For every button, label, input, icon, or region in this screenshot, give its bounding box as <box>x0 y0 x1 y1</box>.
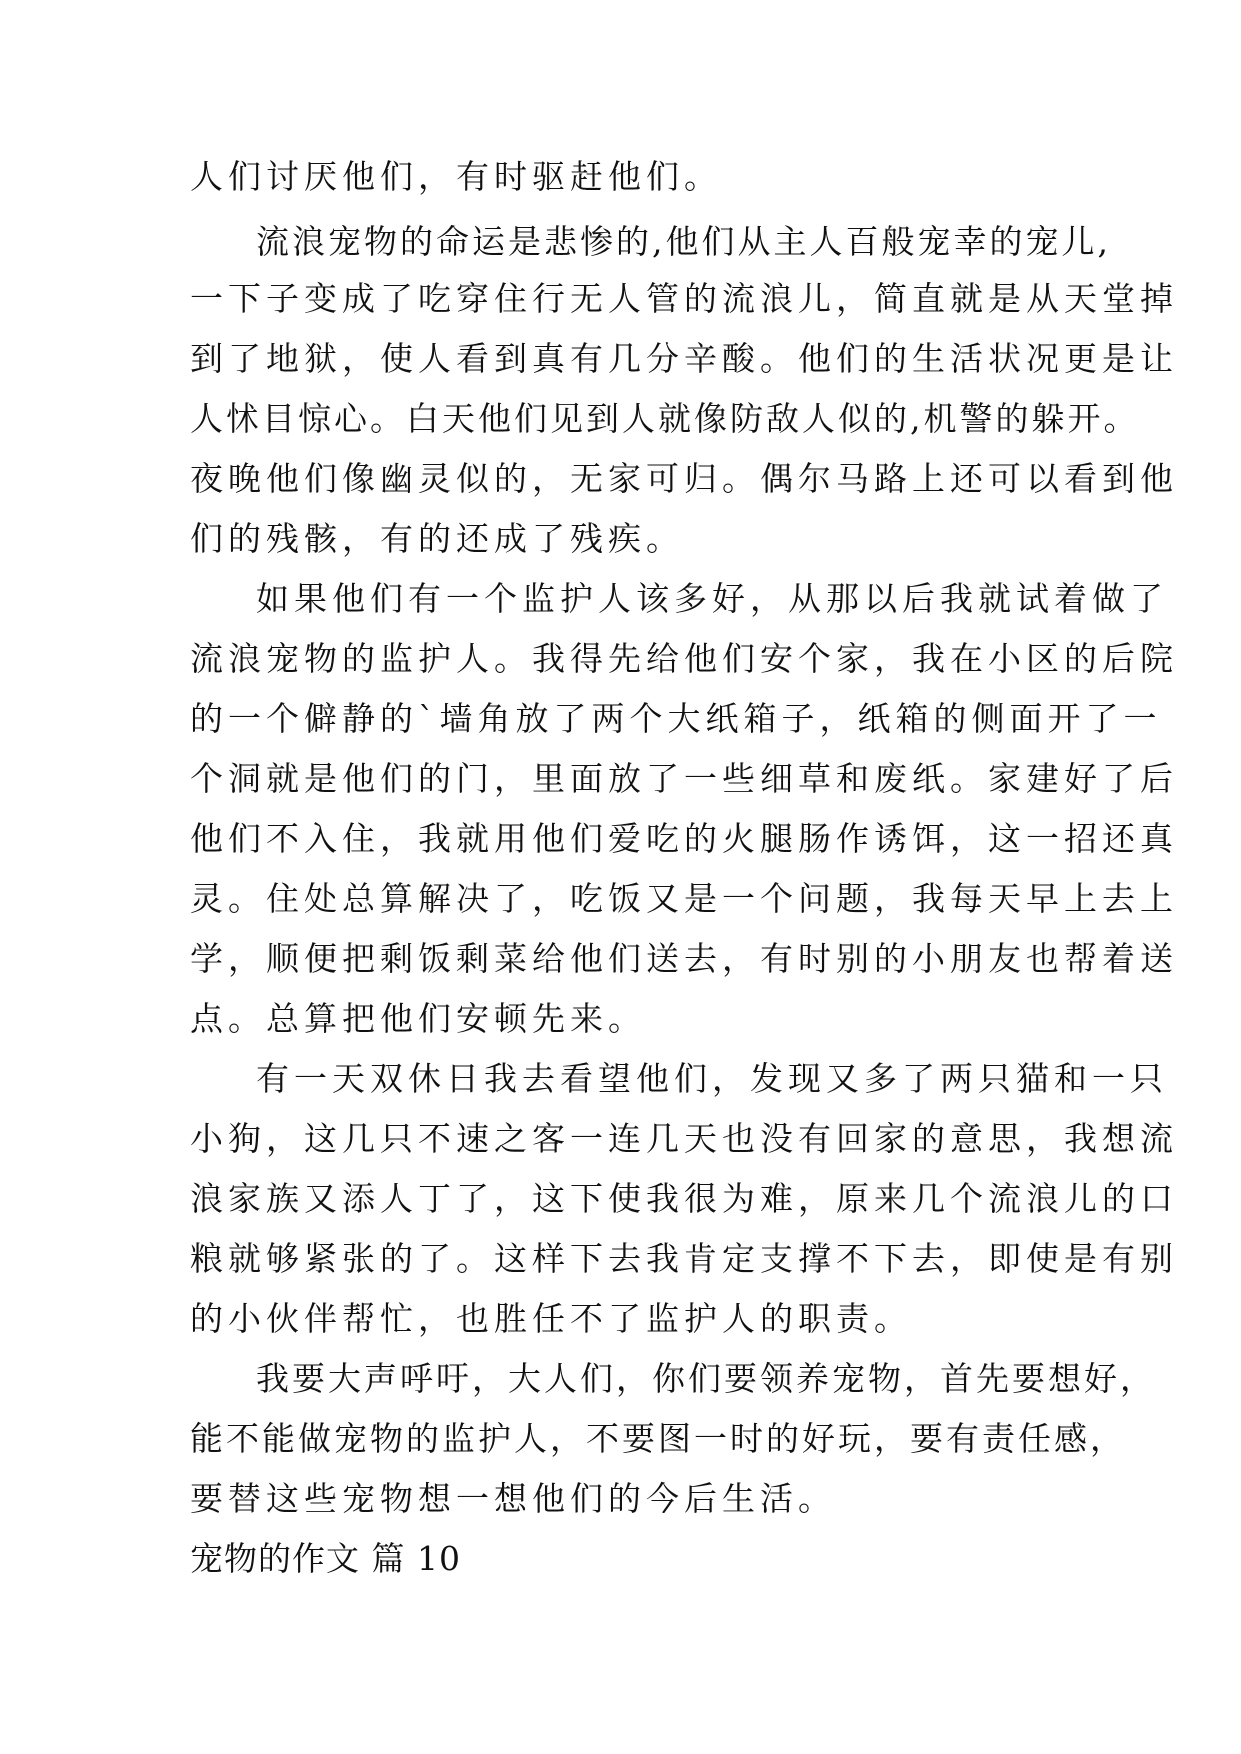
text-line: 点。总算把他们安顿先来。 <box>190 999 646 1038</box>
text-line: 流浪宠物的命运是悲惨的,他们从主人百般宠幸的宠儿, <box>256 222 1111 261</box>
text-line: 能不能做宠物的监护人，不要图一时的好玩，要有责任感， <box>190 1419 1126 1458</box>
text-line: 到了地狱，使人看到真有几分辛酸。他们的生活状况更是让 <box>190 339 1178 378</box>
text-line: 个洞就是他们的门，里面放了一些细草和废纸。家建好了后 <box>190 759 1178 798</box>
text-line: 人们讨厌他们，有时驱赶他们。 <box>190 157 722 196</box>
text-line: 夜晚他们像幽灵似的，无家可归。偶尔马路上还可以看到他 <box>190 459 1178 498</box>
text-line: 灵。住处总算解决了，吃饭又是一个问题，我每天早上去上 <box>190 879 1178 918</box>
text-line: 一下子变成了吃穿住行无人管的流浪儿，简直就是从天堂掉 <box>190 279 1178 318</box>
text-line: 我要大声呼吁，大人们，你们要领养宠物，首先要想好， <box>256 1359 1156 1398</box>
text-line: 小狗，这几只不速之客一连几天也没有回家的意思，我想流 <box>190 1119 1178 1158</box>
text-line: 流浪宠物的监护人。我得先给他们安个家，我在小区的后院 <box>190 639 1178 678</box>
text-line: 学，顺便把剩饭剩菜给他们送去，有时别的小朋友也帮着送 <box>190 939 1178 978</box>
text-line: 人怵目惊心。白天他们见到人就像防敌人似的,机警的躲开。 <box>190 399 1140 438</box>
section-heading: 宠物的作文 篇 10 <box>190 1539 461 1578</box>
text-line: 粮就够紧张的了。这样下去我肯定支撑不下去，即使是有别 <box>190 1239 1178 1278</box>
text-line: 要替这些宠物想一想他们的今后生活。 <box>190 1479 836 1518</box>
text-line: 他们不入住，我就用他们爱吃的火腿肠作诱饵，这一招还真 <box>190 819 1178 858</box>
text-line: 有一天双休日我去看望他们，发现又多了两只猫和一只 <box>256 1059 1168 1098</box>
text-line: 们的残骸，有的还成了残疾。 <box>190 519 684 558</box>
text-line: 浪家族又添人丁了，这下使我很为难，原来几个流浪儿的口 <box>190 1179 1178 1218</box>
text-line: 的小伙伴帮忙，也胜任不了监护人的职责。 <box>190 1299 912 1338</box>
text-line: 的一个僻静的`墙角放了两个大纸箱子，纸箱的侧面开了一 <box>190 699 1162 738</box>
text-line: 如果他们有一个监护人该多好，从那以后我就试着做了 <box>256 579 1168 618</box>
